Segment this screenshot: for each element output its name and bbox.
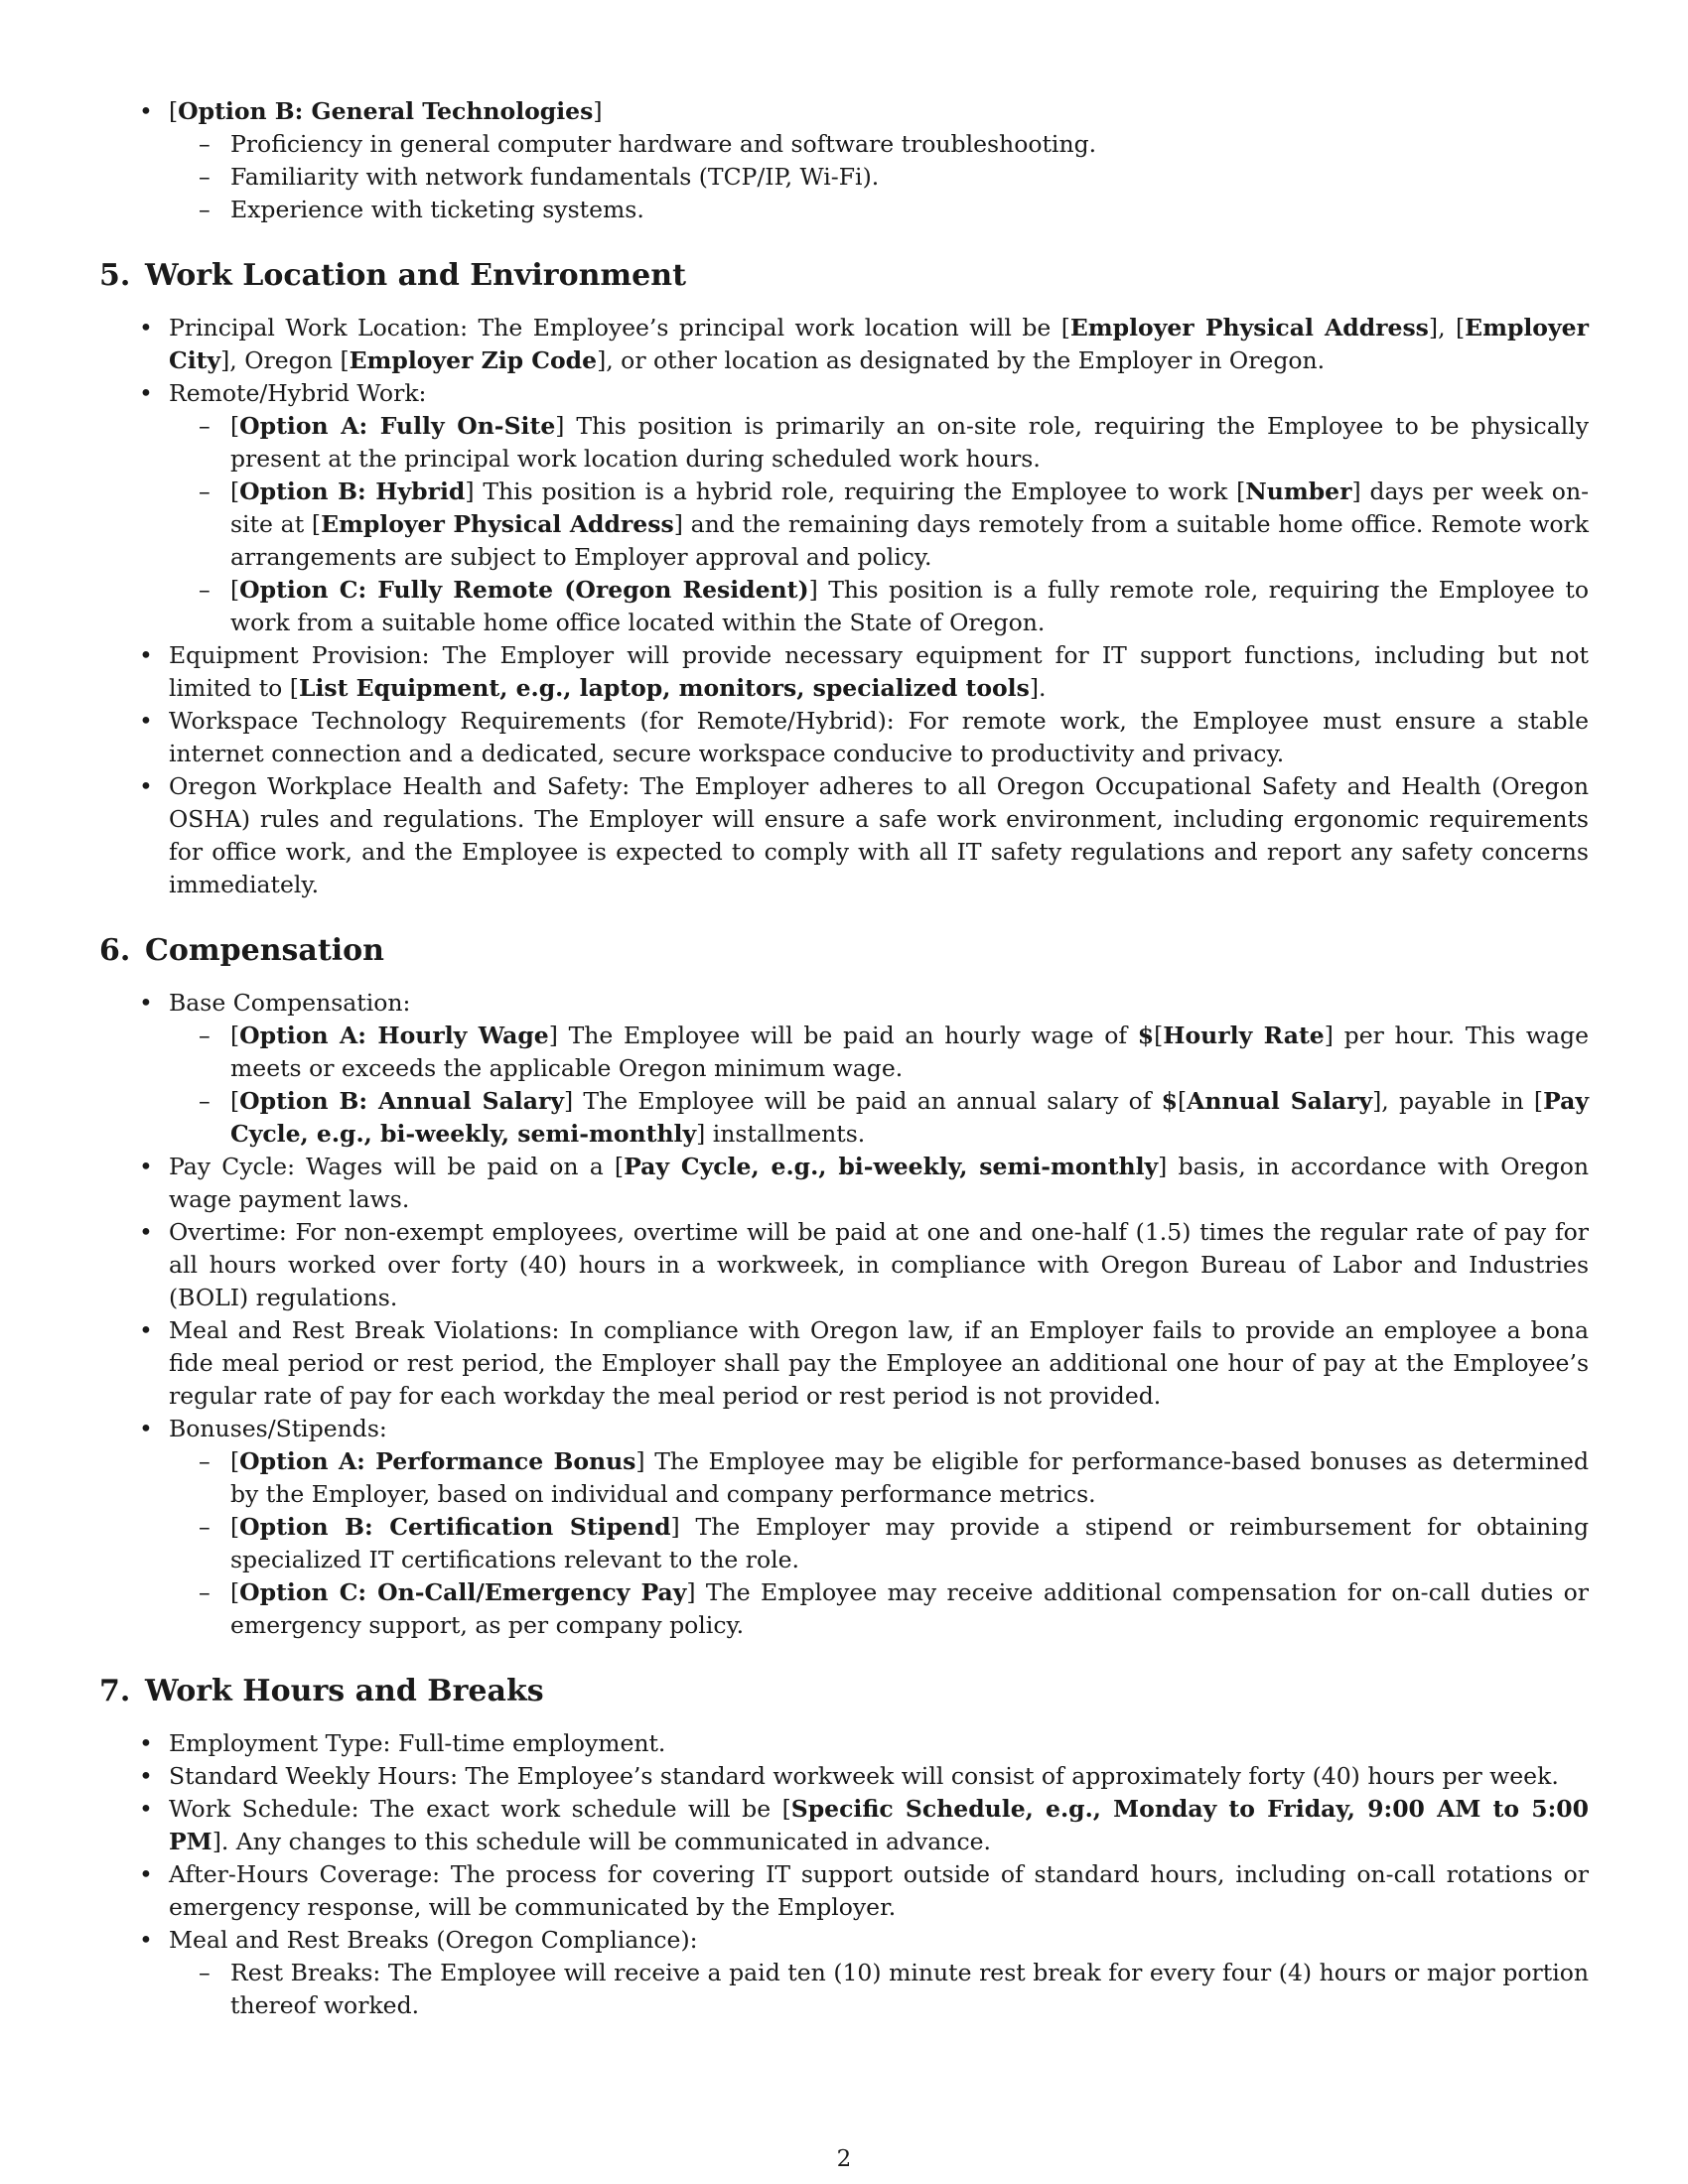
- sub-list: [169, 1957, 1589, 2022]
- list-item-work-schedule: • Work Schedule: The exact work schedule will be [Specific Schedule, e.g., Monday to Friday, 9:00 AM to 5:00 PM]. Any changes to this schedule will be communicated in advance.: [99, 1793, 1589, 1858]
- list-item-pay-cycle: • Pay Cycle: Wages will be paid on a [Pay Cycle, e.g., bi-weekly, semi-monthly] basis, in accordance with Oregon wage payment laws.: [99, 1151, 1589, 1216]
- list-item-base-compensation: • Base Compensation: – [Option A: Hourly Wage] The Employee will be paid an hourly wage of $[Hourly Rate] per hour. This wage meets or exceeds the applicable Oregon minimum wage. – [Option B: Annual Salary] The Employee will be paid an annual salary of $[Annual Salary], payable in [Pay Cycle, e.g., bi-weekly, semi-monthly] installments.: [99, 987, 1589, 1151]
- list-item-principal-work-location: • Principal Work Location: The Employee’s principal work location will be [Employer Physical Address], [Employer City], Oregon [Employer Zip Code], or other location as designated by the Employer in Oregon.: [99, 312, 1589, 377]
- sub-list: [169, 1445, 1589, 1642]
- list-item-meal-rest-breaks: • Meal and Rest Breaks (Oregon Compliance): – Rest Breaks: The Employee will receive a paid ten (10) minute rest break for every four (4) hours or major portion thereof worked.: [99, 1924, 1589, 2022]
- option-label: Option B: General Technologies: [178, 97, 594, 125]
- list-item-employment-type: • Employment Type: Full-time employment.: [99, 1727, 1589, 1760]
- section-number: 7.: [99, 1674, 131, 1708]
- sub-list-item-option-b: – [Option B: Certification Stipend] The Employer may provide a stipend or reimbursement for obtaining specialized IT certifications relevant to the role.: [169, 1511, 1589, 1576]
- sub-list: [169, 410, 1589, 639]
- sub-list-item-option-b: – [Option B: Hybrid] This position is a hybrid role, requiring the Employee to work [Number] days per week on-site at [Employer Physical Address] and the remaining days remotely from a suitable home office. Remote work arrangements are subject to Employer approval and policy.: [169, 476, 1589, 574]
- section-heading-7: [99, 1672, 1589, 1711]
- sub-list-item-option-a: – [Option A: Fully On-Site] This position is primarily an on-site role, requiring the Employee to be physically present at the principal work location during scheduled work hours.: [169, 410, 1589, 476]
- section-heading-6: [99, 931, 1589, 971]
- list-item-overtime: • Overtime: For non-exempt employees, overtime will be paid at one and one-half (1.5) times the regular rate of pay for all hours worked over forty (40) hours in a workweek, in compliance with Oregon Bureau of Labor and Industries (BOLI) regulations.: [99, 1216, 1589, 1314]
- list-item-workspace-requirements: • Workspace Technology Requirements (for Remote/Hybrid): For remote work, the Employee must ensure a stable internet connection and a dedicated, secure workspace conducive to productivity and privacy.: [99, 705, 1589, 770]
- list-item-bonuses-stipends: • Bonuses/Stipends: – [Option A: Performance Bonus] The Employee may be eligible for performance-based bonuses as determined by the Employer, based on individual and company performance metrics. – [Option B: Certification Stipend] The Employer may provide a stipend or reimbursement for obtaining specialized IT certifications relevant to the role. – [Option C: On-Call/Emergency Pay] The Employee may receive additional compensation for on-call duties or emergency support, as per company policy.: [99, 1413, 1589, 1642]
- sub-list: [169, 1020, 1589, 1151]
- list-item-remote-hybrid: • Remote/Hybrid Work: – [Option A: Fully On-Site] This position is primarily an on-site role, requiring the Employee to be physically present at the principal work location during scheduled work hours. – [Option B: Hybrid] This position is a hybrid role, requiring the Employee to work [Number] days per week on-site at [Employer Physical Address] and the remaining days remotely from a suitable home office. Remote work arrangements are subject to Employer approval and policy. – [Option C: Fully Remote (Oregon Resident)] This position is a fully remote role, requiring the Employee to work from a suitable home office located within the State of Oregon.: [99, 377, 1589, 639]
- section-title: Work Hours and Breaks: [145, 1674, 544, 1708]
- list-item-after-hours: • After-Hours Coverage: The process for covering IT support outside of standard hours, including on-call rotations or emergency response, will be communicated by the Employer.: [99, 1858, 1589, 1924]
- list-item: • [Option B: General Technologies] – Proficiency in general computer hardware and software troubleshooting. – Familiarity with network fundamentals (TCP/IP, Wi-Fi). – Experience with ticketing systems.: [99, 95, 1589, 226]
- sub-list-item: – Familiarity with network fundamentals (TCP/IP, Wi-Fi).: [169, 161, 1589, 194]
- page-number: 2: [836, 2146, 852, 2172]
- list-item-equipment-provision: • Equipment Provision: The Employer will provide necessary equipment for IT support functions, including but not limited to [List Equipment, e.g., laptop, monitors, specialized tools].: [99, 639, 1589, 705]
- list-item-meal-rest-violations: • Meal and Rest Break Violations: In compliance with Oregon law, if an Employer fails to provide an employee a bona fide meal period or rest period, the Employer shall pay the Employee an additional one hour of pay at the Employee’s regular rate of pay for each workday the meal period or rest period is not provided.: [99, 1314, 1589, 1413]
- section-title: Work Location and Environment: [145, 258, 686, 293]
- sub-list-item-option-a: – [Option A: Hourly Wage] The Employee will be paid an hourly wage of $[Hourly Rate] per hour. This wage meets or exceeds the applicable Oregon minimum wage.: [169, 1020, 1589, 1085]
- section-heading-5: [99, 256, 1589, 296]
- sub-list-item-option-a: – [Option A: Performance Bonus] The Employee may be eligible for performance-based bonuses as determined by the Employer, based on individual and company performance metrics.: [169, 1445, 1589, 1511]
- list-item-health-safety: • Oregon Workplace Health and Safety: The Employer adheres to all Oregon Occupational Safety and Health (Oregon OSHA) rules and regulations. The Employer will ensure a safe work environment, including ergonomic requirements for office work, and the Employee is expected to comply with all IT safety regulations and report any safety concerns immediately.: [99, 770, 1589, 901]
- document-page: [99, 95, 1589, 2022]
- section-7-list: [99, 1727, 1589, 2022]
- section-number: 6.: [99, 933, 131, 968]
- sub-list-item: – Proficiency in general computer hardware and software troubleshooting.: [169, 128, 1589, 161]
- sub-list-item-option-c: – [Option C: On-Call/Emergency Pay] The Employee may receive additional compensation for on-call duties or emergency support, as per company policy.: [169, 1576, 1589, 1642]
- option-b-general-technologies-list: [99, 95, 1589, 226]
- section-number: 5.: [99, 258, 131, 293]
- section-title: Compensation: [145, 933, 384, 968]
- section-6-list: [99, 987, 1589, 1642]
- sub-list-item-option-c: – [Option C: Fully Remote (Oregon Resident)] This position is a fully remote role, requiring the Employee to work from a suitable home office located within the State of Oregon.: [169, 574, 1589, 639]
- list-item-weekly-hours: • Standard Weekly Hours: The Employee’s standard workweek will consist of approximately forty (40) hours per week.: [99, 1760, 1589, 1793]
- sub-list: [169, 128, 1589, 226]
- sub-list-item-rest-breaks: – Rest Breaks: The Employee will receive a paid ten (10) minute rest break for every four (4) hours or major portion thereof worked.: [169, 1957, 1589, 2022]
- section-5-list: [99, 312, 1589, 901]
- sub-list-item-option-b: – [Option B: Annual Salary] The Employee will be paid an annual salary of $[Annual Salary], payable in [Pay Cycle, e.g., bi-weekly, semi-monthly] installments.: [169, 1085, 1589, 1151]
- sub-list-item: – Experience with ticketing systems.: [169, 194, 1589, 226]
